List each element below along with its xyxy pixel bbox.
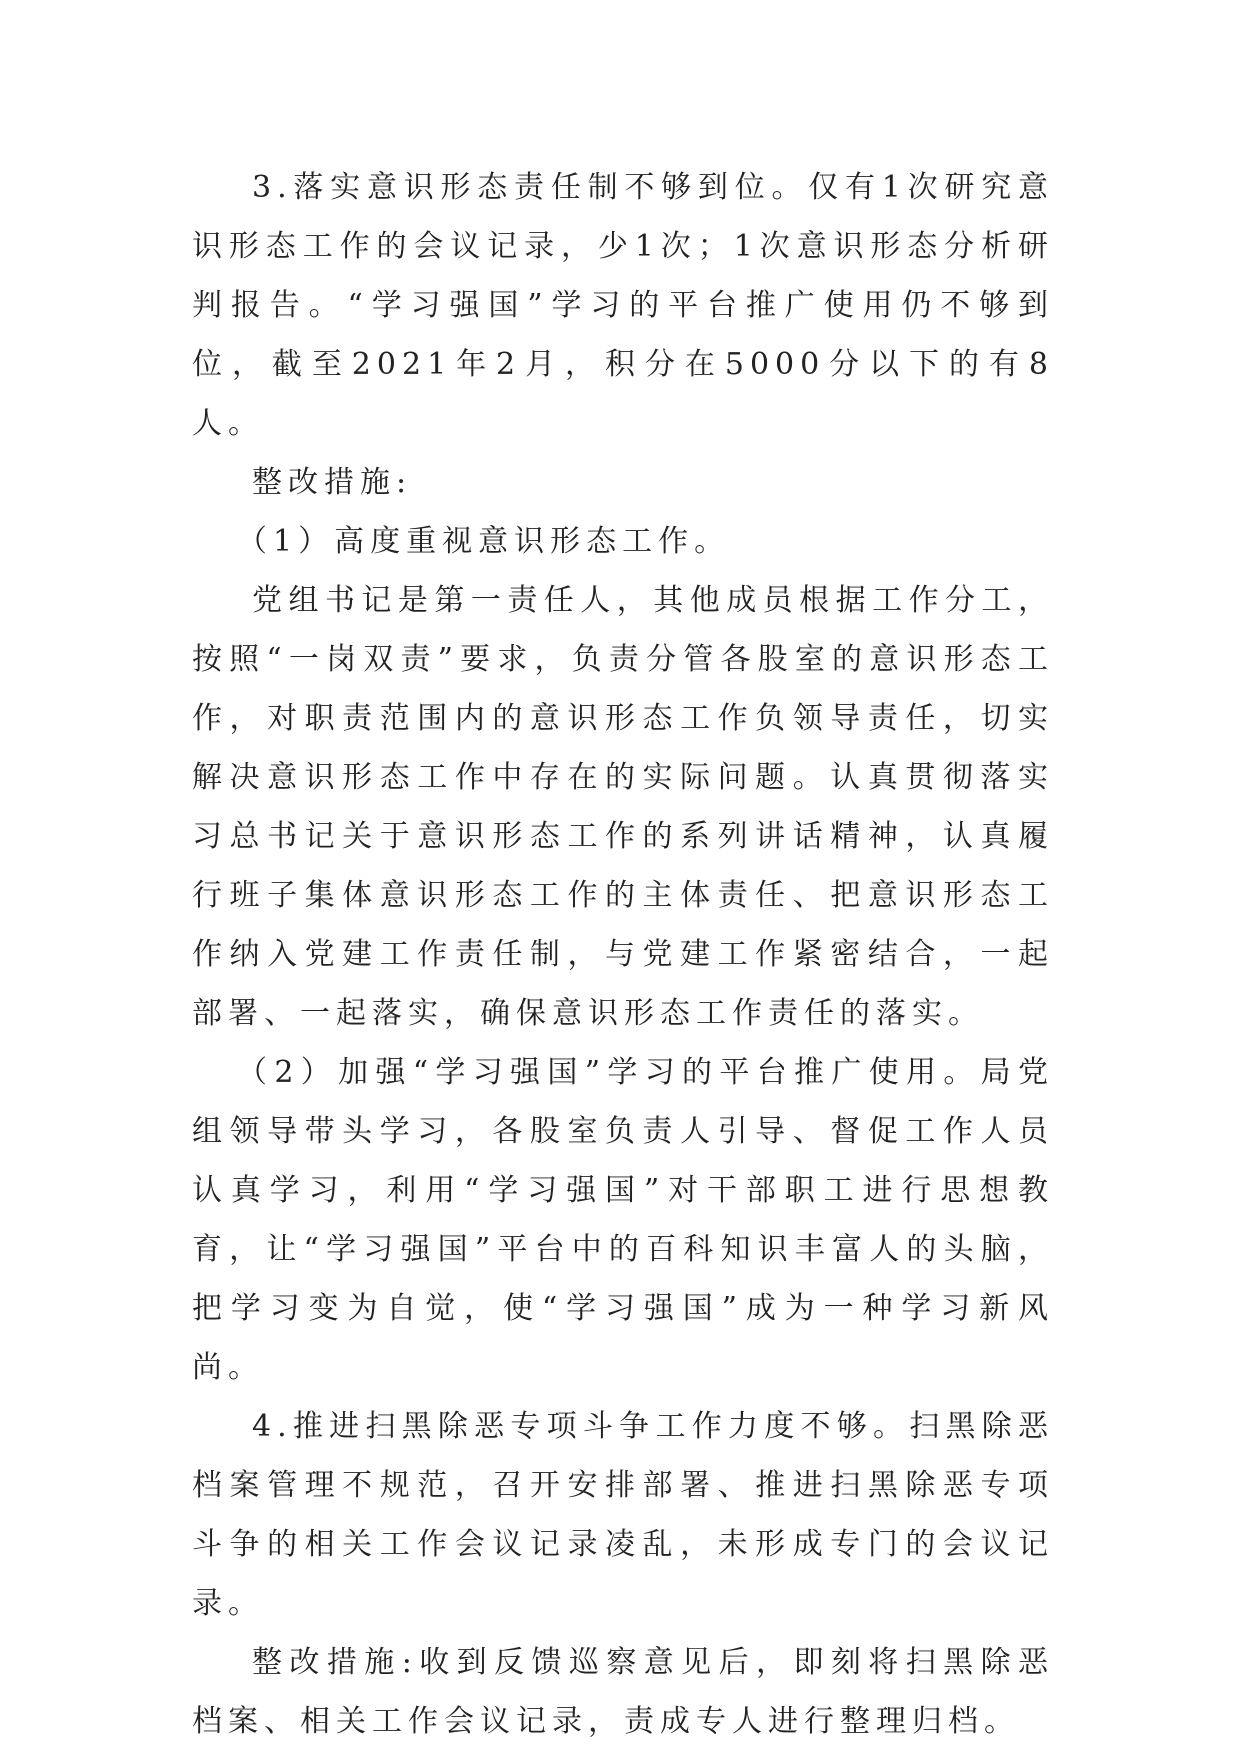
paragraph-rectification-item-4: 整改措施:收到反馈巡察意见后，即刻将扫黑除恶档案、相关工作会议记录，责成专人进行整理归档。 <box>192 1645 1054 1739</box>
paragraph-item-3: 3.落实意识形态责任制不够到位。仅有1次研究意识形态工作的会议记录，少1次；1次意识形态分析研判报告。“学习强国”学习的平台推广使用仍不够到位，截至2021年2月，积分在5000分以下的有8人。 <box>192 170 1054 441</box>
paragraph-measure-2: （2）加强“学习强国”学习的平台推广使用。局党组领导带头学习，各股室负责人引导、督促工作人员认真学习，利用“学习强国”对干部职工进行思想教育，让“学习强国”平台中的百科知识丰富人的头脑，把学习变为自觉，使“学习强国”成为一种学习新风尚。 <box>192 1055 1054 1385</box>
paragraph-measure-1-body: 党组书记是第一责任人，其他成员根据工作分工，按照“一岗双责”要求，负责分管各股室的意识形态工作，对职责范围内的意识形态工作负领导责任，切实解决意识形态工作中存在的实际问题。认真贯彻落实习总书记关于意识形态工作的系列讲话精神，认真履行班子集体意识形态工作的主体责任、把意识形态工作纳入党建工作责任制，与党建工作紧密结合，一起部署、一起落实，确保意识形态工作责任的落实。 <box>192 583 1054 1031</box>
paragraph-rectification-heading: 整改措施: <box>252 465 413 500</box>
document-body <box>192 158 1054 1751</box>
paragraph-measure-1-heading: （1）高度重视意识形态工作。 <box>237 524 731 559</box>
paragraph-item-4: 4.推进扫黑除恶专项斗争工作力度不够。扫黑除恶档案管理不规范，召开安排部署、推进扫黑除恶专项斗争的相关工作会议记录凌乱，未形成专门的会议记录。 <box>192 1409 1054 1621</box>
